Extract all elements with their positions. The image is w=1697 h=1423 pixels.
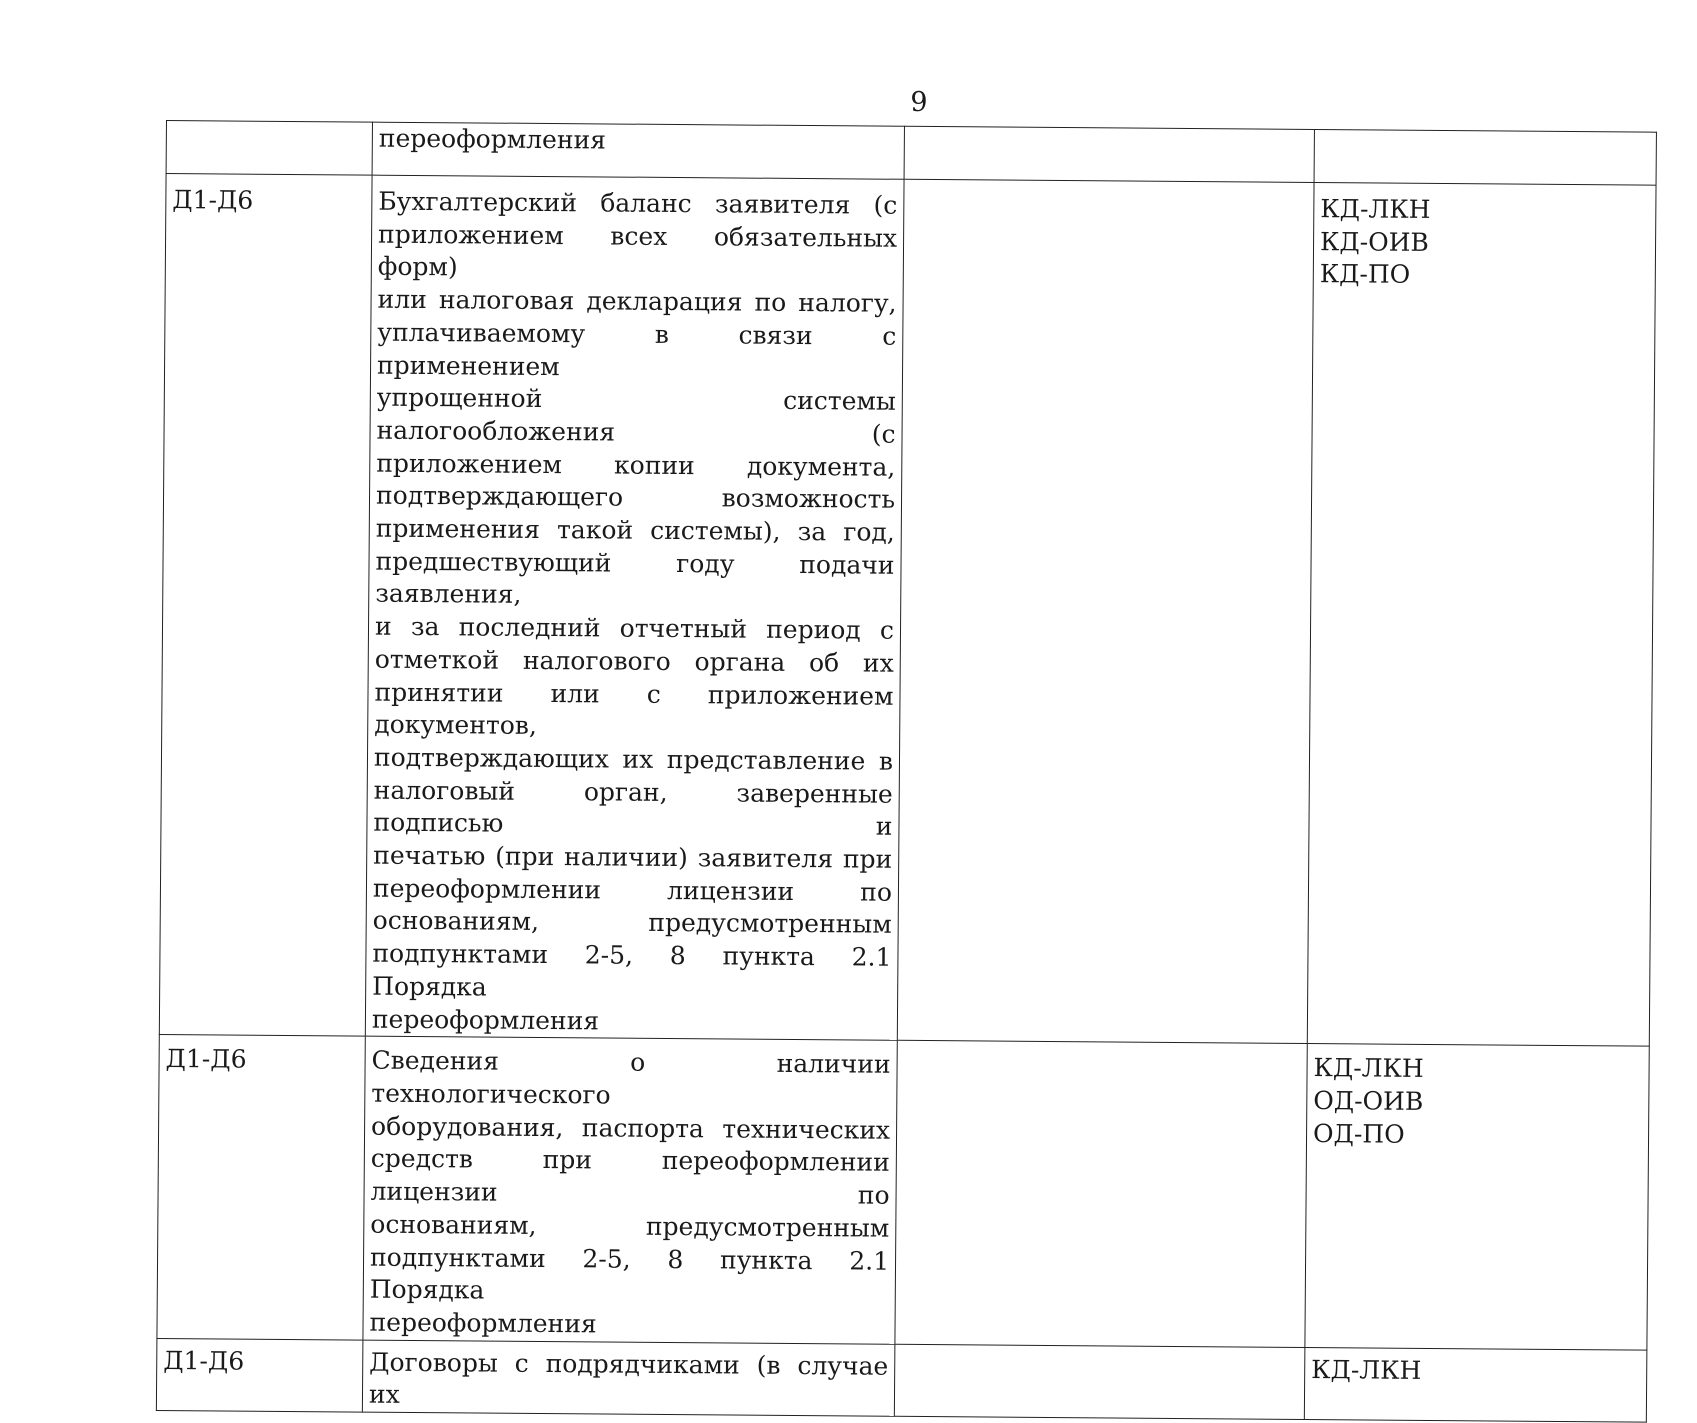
description-line: налоговый орган, заверенные подписью и: [373, 775, 893, 842]
requirements-table: [156, 120, 1657, 1423]
document-description: [372, 186, 898, 1040]
description-line: или налоговая декларация по налогу,: [377, 284, 897, 318]
description-line: средств при переоформлении лицензии по: [370, 1144, 890, 1210]
table-row: [157, 1035, 1649, 1350]
document-description: [379, 123, 898, 160]
form-code: КД-ЛКН: [1313, 1053, 1424, 1084]
page-number: 9: [910, 87, 928, 118]
description-line: переоформления: [371, 1004, 600, 1036]
description-line: переоформлении лицензии по: [372, 873, 893, 907]
form-code: КД-ЛКН: [1311, 1354, 1422, 1385]
description-line: переоформления: [378, 123, 607, 155]
form-code: КД-ПО: [1319, 259, 1411, 290]
empty-cell: [897, 179, 1314, 1043]
table-row: [159, 174, 1656, 1047]
description-line: переоформления: [369, 1307, 597, 1339]
form-codes-cell: [1307, 183, 1656, 1047]
description-line: Договоры с подрядчиками (в случае их: [368, 1347, 889, 1410]
form-codes-cell: [1314, 130, 1656, 186]
document-code-cell: [157, 1035, 365, 1340]
description-line: приложением копии документа,: [376, 448, 896, 482]
document-description-cell: [363, 1036, 897, 1343]
empty-cell: [894, 1344, 1305, 1420]
description-line: основаниям, предусмотренным: [372, 906, 892, 940]
document-code-cell: [159, 174, 372, 1037]
description-line: уплачиваемому в связи с применением: [376, 317, 897, 381]
document-description: [369, 1346, 888, 1415]
description-line: Сведения о наличии технологического: [371, 1045, 891, 1110]
description-line: и за последний отчетный период с: [374, 611, 895, 645]
description-line: приложением всех обязательных форм): [377, 219, 898, 282]
description-line: упрощенной системы налогообложения (с: [376, 382, 896, 449]
description-line: оборудования, паспорта технических: [370, 1111, 891, 1145]
description-line: предшествующий году подачи заявления,: [375, 546, 895, 610]
description-line: подпунктами 2-5, 8 пункта 2.1 Порядка: [369, 1242, 890, 1305]
description-line: подтверждающих их представление в: [373, 742, 894, 776]
form-code: КД-ОИВ: [1319, 226, 1429, 257]
form-code: ОД-ОИВ: [1313, 1086, 1424, 1116]
description-line: отметкой налогового органа об их: [374, 644, 894, 678]
table-row: [156, 1338, 1647, 1422]
table-body: [156, 121, 1656, 1423]
document-description-cell: [372, 122, 904, 179]
document-description: [369, 1045, 890, 1343]
empty-cell: [895, 1041, 1307, 1348]
description-line: принятии или с приложением документов,: [374, 677, 894, 741]
document-description-cell: [362, 1340, 895, 1417]
document-code-cell: [166, 121, 372, 176]
description-line: применения такой системы), за год,: [375, 513, 895, 547]
document-code: Д1-Д6: [163, 1345, 245, 1376]
description-line: подтверждающего возможность: [375, 480, 896, 515]
description-line: основаниям, предусмотренным: [370, 1209, 890, 1243]
description-line: Бухгалтерский баланс заявителя (с: [378, 186, 898, 220]
document-code: Д1-Д6: [172, 185, 254, 215]
form-codes-cell: [1304, 1347, 1647, 1422]
document-code: Д1-Д6: [165, 1044, 247, 1074]
empty-cell: [904, 126, 1314, 182]
description-line: подпунктами 2-5, 8 пункта 2.1 Порядка: [372, 938, 892, 1002]
form-code: КД-ЛКН: [1320, 194, 1431, 224]
form-codes-cell: [1305, 1044, 1649, 1350]
description-line: печатью (при наличии) заявителя при: [373, 840, 893, 874]
form-code: ОД-ПО: [1312, 1118, 1405, 1149]
document-description-cell: [365, 175, 904, 1040]
document-code-cell: [156, 1338, 363, 1412]
